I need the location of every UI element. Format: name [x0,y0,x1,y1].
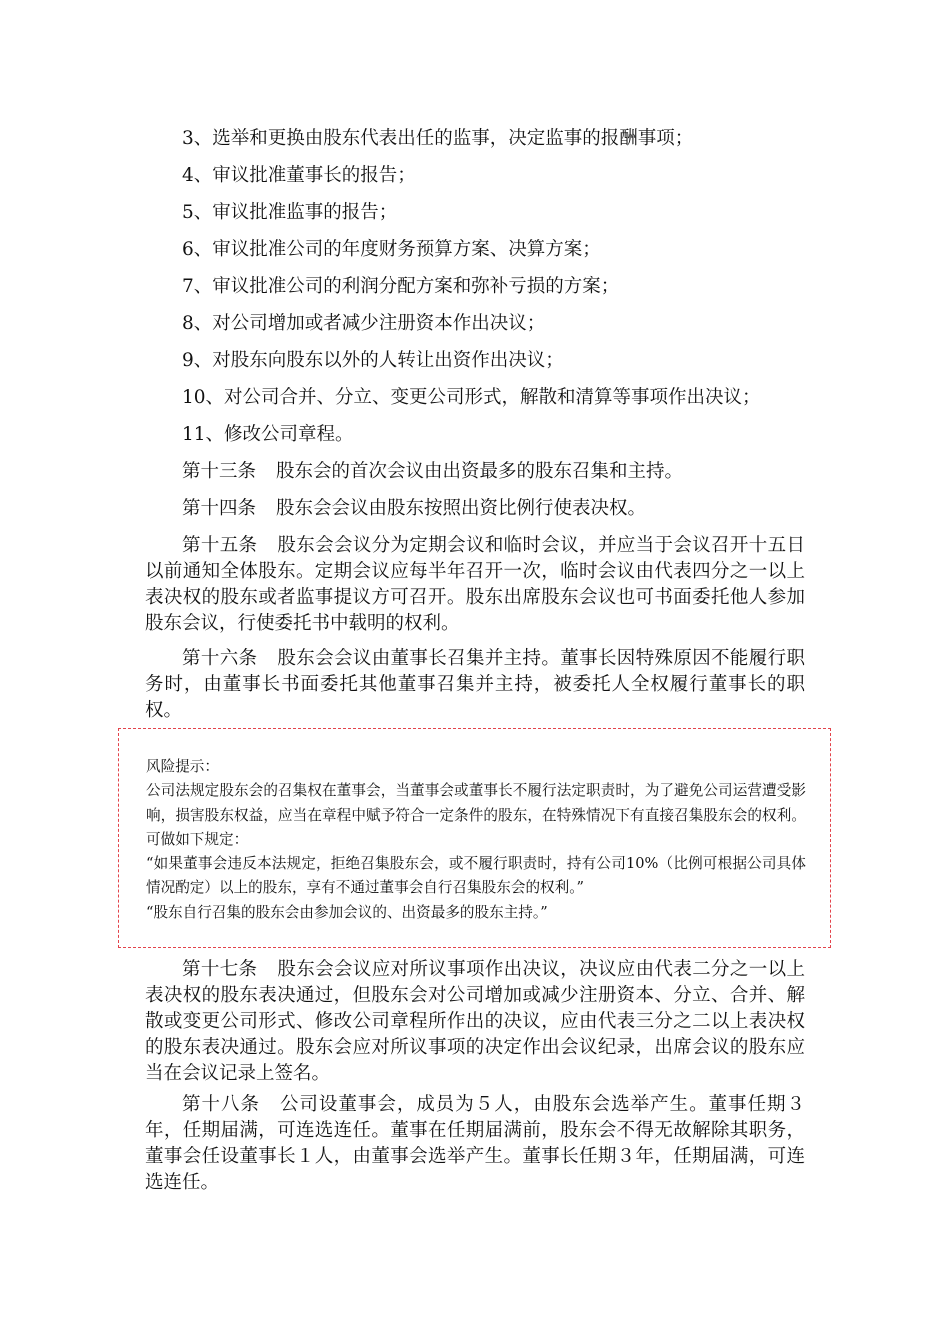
list-item: 9、对股东向股东以外的人转让出资作出决议； [182,350,564,371]
article-text: 公司设董事会，成员为５人，由股东会选举产生。董事任期３年，任期届满，可连选连任。董事在任期届满前，股东会不得无故解除其职务，董事会任设董事长１人，由董事会选举产生。董事长任期３年，任期届满，可连选连任。 [145,1094,805,1193]
article-number: 第十八条 [182,1094,260,1115]
risk-notice-quote: “股东自行召集的股东会由参加会议的、出资最多的股东主持。” [146,903,548,921]
risk-notice-box [118,728,831,948]
article-17 [145,957,805,1087]
article-number: 第十四条 [182,498,257,519]
list-item: 3、选举和更换由股东代表出任的监事，决定监事的报酬事项； [182,128,694,149]
article-text: 股东会会议应对所议事项作出决议，决议应由代表二分之一以上表决权的股东表决通过，但股东会对公司增加或减少注册资本、分立、合并、解散或变更公司形式、修改公司章程所作出的决议，应由代表三分之二以上表决权的股东表决通过。股东会应对所议事项的决定作出会议纪录，出席会议的股东应当在会议记录上签名。 [145,959,805,1084]
article-text: 股东会会议由股东按照出资比例行使表决权。 [276,498,647,519]
article-text: 股东会会议分为定期会议和临时会议，并应当于会议召开十五日以前通知全体股东。定期会议应每半年召开一次，临时会议由代表四分之一以上表决权的股东或者监事提议方可召开。股东出席股东会议也可书面委托他人参加股东会议，行使委托书中载明的权利。 [145,535,805,634]
list-item: 7、审议批准公司的利润分配方案和弥补亏损的方案； [182,276,620,297]
list-item: 8、对公司增加或者减少注册资本作出决议； [182,313,546,334]
article-number: 第十六条 [182,648,258,669]
article-number: 第十三条 [182,461,257,482]
list-item: 5、审议批准监事的报告； [182,202,398,223]
risk-notice-body: 公司法规定股东会的召集权在董事会，当董事会或董事长不履行法定职责时，为了避免公司运营遭受影响，损害股东权益，应当在章程中赋予符合一定条件的股东，在特殊情况下有直接召集股东会的权利。可做如下规定： [146,782,806,848]
article-text: 股东会的首次会议由出资最多的股东召集和主持。 [276,461,684,482]
article-18 [145,1092,805,1196]
article-16 [145,646,805,724]
article-text: 股东会会议由董事长召集并主持。董事长因特殊原因不能履行职务时，由董事长书面委托其他董事召集并主持，被委托人全权履行董事长的职权。 [145,648,805,721]
article-15 [145,533,805,637]
risk-notice-title: 风险提示： [146,758,219,775]
list-item: 6、审议批准公司的年度财务预算方案、决算方案； [182,239,601,260]
article-number: 第十七条 [182,959,258,980]
list-item: 10、对公司合并、分立、变更公司形式，解散和清算等事项作出决议； [182,387,761,408]
list-item: 4、审议批准董事长的报告； [182,165,416,186]
article-14 [145,496,805,522]
article-number: 第十五条 [182,535,258,556]
risk-notice-content [146,755,806,925]
article-13 [145,459,805,485]
risk-notice-quote: “如果董事会违反本法规定，拒绝召集股东会，或不履行职责时，持有公司10%（比例可根据公司具体情况酌定）以上的股东，享有不通过董事会自行召集股东会的权利。” [146,855,806,897]
list-item: 11、修改公司章程。 [182,424,354,445]
